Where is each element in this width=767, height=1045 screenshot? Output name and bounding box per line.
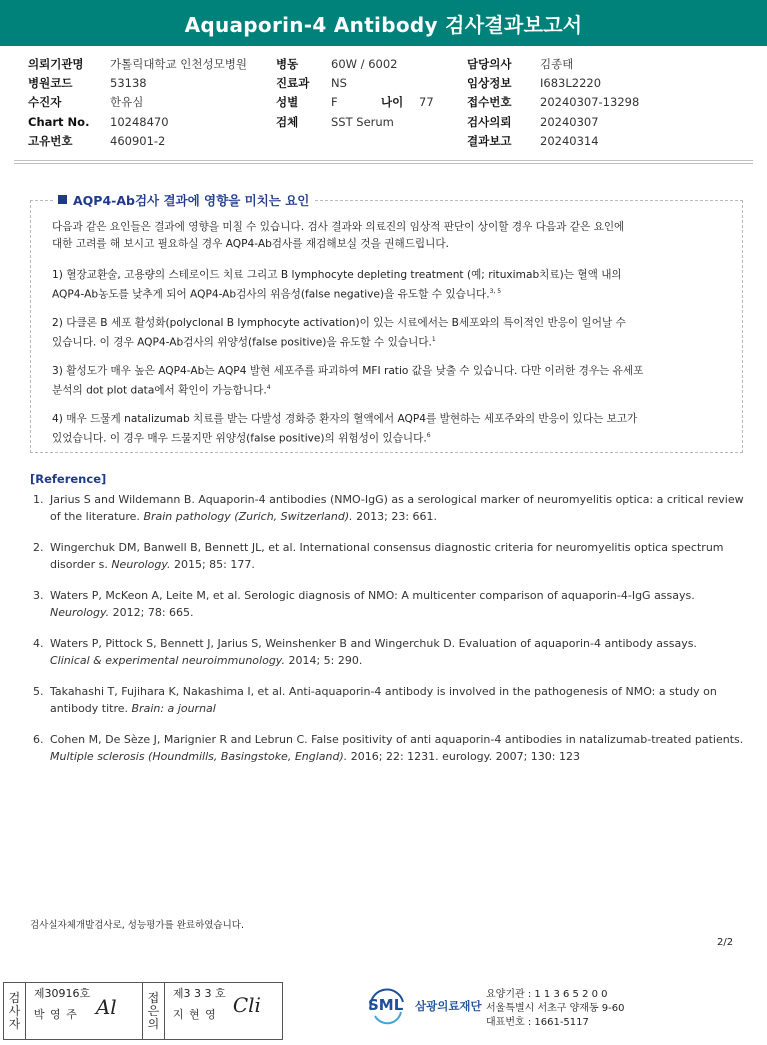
label-ward: 병동 <box>276 57 299 71</box>
label-patient: 수진자 <box>28 95 62 110</box>
value-requesting-institution: 가톨릭대학교 인천성모병원 <box>110 57 247 71</box>
label-age: 나이 <box>381 95 404 110</box>
factor-line: AQP4-Ab농도를 낮추게 되어 AQP4-Ab검사의 위음성(false negative)을 유도할 수 있습니다. <box>52 288 490 301</box>
factor-line: 4) 매우 드물게 natalizumab 치료를 받는 다발성 경화증 환자의 혈액에서 AQP4를 발현하는 세포주와의 반응이 있다는 보고가 <box>52 413 638 425</box>
tester-label-char: 사 <box>8 1003 21 1018</box>
label-department: 진료과 <box>276 76 310 91</box>
reference-text: disorder s. <box>50 557 108 571</box>
tester-name: 박 영 주 <box>33 1008 78 1021</box>
factor-item-1 <box>52 267 742 303</box>
reviewer-license: 제3 3 3 호 <box>172 987 226 1000</box>
label-requesting-institution: 의뢰기관명 <box>28 57 84 71</box>
value-hospital-code: 53138 <box>110 76 147 91</box>
tester-license: 제30916호 <box>33 987 91 1000</box>
reference-text: of the literature. <box>50 509 140 523</box>
reference-journal: Neurology. <box>111 557 171 571</box>
reference-item <box>33 540 745 573</box>
factors-intro-line: 다음과 같은 요인들은 결과에 영향을 미칠 수 있습니다. 검사 결과와 의료진의 임상적 판단이 상이할 경우 다음과 같은 요인에 <box>52 221 625 233</box>
reference-item <box>33 732 745 765</box>
institution-code: 요양기관 : 1 1 3 6 5 2 0 0 <box>486 989 608 1000</box>
factor-line: 1) 혈장교환술, 고용량의 스테로이드 치료 그리고 B lymphocyte depleting treatment (예; rituximab치료)는 혈액 내의 <box>52 269 622 281</box>
citation-superscript: 1 <box>431 335 436 343</box>
reference-text: Waters P, McKeon A, Leite M, et al. Serologic diagnosis of NMO: A multicenter comparison of aquaporin-4-IgG assays. <box>50 589 695 602</box>
label-sex: 성별 <box>276 95 299 110</box>
factors-intro <box>52 219 742 252</box>
factor-line: 있습니다. 이 경우 AQP4-Ab검사의 위양성(false positive)을 유도할 수 있습니다. <box>52 336 432 349</box>
reference-text: Wingerchuk DM, Banwell B, Bennett JL, et al. International consensus diagnostic criteria for neuromyelitis optica spectrum <box>50 541 724 554</box>
reference-journal: Brain: a journal <box>131 701 216 715</box>
citation-superscript: 4 <box>266 383 271 391</box>
reference-journal: Clinical & experimental neuroimmunology. <box>50 653 285 667</box>
reference-number: 3. <box>33 589 44 602</box>
validation-footnote: 검사실자체개발검사로, 성능평가를 완료하였습니다. <box>30 920 244 931</box>
value-age: 77 <box>419 95 434 110</box>
divider <box>14 160 753 161</box>
reference-text: Cohen M, De Sèze J, Marignier R and Lebrun C. False positivity of anti aquaporin-4 antibodies in natalizumab-treated patients. <box>50 733 744 746</box>
value-department: NS <box>331 76 347 91</box>
tester-label-char: 자 <box>8 1016 21 1031</box>
reference-citation: 2014; 5: 290. <box>288 653 363 667</box>
value-result-report: 20240314 <box>540 133 599 148</box>
reference-citation: 2013; 23: 661. <box>356 509 438 523</box>
report-title: Aquaporin-4 Antibody 검사결과보고서 <box>0 0 767 46</box>
tester-signature: Al <box>95 995 117 1019</box>
reference-item <box>33 492 745 525</box>
factor-line: 분석의 dot plot data에서 확인이 가능합니다. <box>52 384 267 397</box>
lab-phone: 대표번호 : 1661-5117 <box>486 1017 589 1028</box>
value-chart-no: 10248470 <box>110 114 169 129</box>
label-specimen: 검체 <box>276 114 299 129</box>
lab-address: 서울특별시 서초구 양재동 9-60 <box>486 1003 625 1014</box>
reference-journal: Brain pathology (Zurich, Switzerland). <box>143 509 353 523</box>
label-hospital-code: 병원코드 <box>28 76 73 91</box>
reviewer-signature: Cli <box>232 993 261 1017</box>
reviewer-info <box>165 983 282 1039</box>
sml-logo-icon <box>367 986 407 1026</box>
lab-logo <box>367 986 482 1026</box>
reference-number: 2. <box>33 541 44 554</box>
reference-item <box>33 588 745 621</box>
tester-label <box>4 983 26 1039</box>
reference-item <box>33 684 745 717</box>
lab-contact <box>486 988 625 1030</box>
sml-logo-text: SML <box>368 996 404 1014</box>
factor-line: 2) 다클론 B 세포 활성화(polyclonal B lymphocyte activation)이 있는 시료에서는 B세포와의 특이적인 반응이 일어날 수 <box>52 317 626 329</box>
signature-table <box>3 982 283 1040</box>
label-test-request: 검사의뢰 <box>467 114 512 129</box>
info-column-1 <box>28 55 247 151</box>
reference-citation: 2012; 78: 665. <box>112 605 194 619</box>
factors-heading-text: AQP4-Ab검사 결과에 영향을 미치는 요인 <box>73 193 310 208</box>
citation-superscript: 3, 5 <box>489 287 502 295</box>
value-sex: F <box>331 95 338 110</box>
reference-number: 5. <box>33 685 44 698</box>
reference-citation: 2016; 22: 1231. eurology. 2007; 130: 123 <box>350 749 580 763</box>
factor-item-4 <box>52 411 742 447</box>
factor-item-2 <box>52 315 742 351</box>
divider <box>14 163 753 164</box>
value-test-request: 20240307 <box>540 114 599 129</box>
lab-name: 삼광의료재단 <box>415 999 482 1013</box>
factor-line: 3) 활성도가 매우 높은 AQP4-Ab는 AQP4 발현 세포주를 파괴하여 MFI ratio 값을 낮출 수 있습니다. 다만 이러한 경우는 유세포 <box>52 365 644 377</box>
reference-item <box>33 636 745 669</box>
reference-text: Jarius S and Wildemann B. Aquaporin-4 antibodies (NMO-IgG) as a serological marker of neuromyelitis optica: a critical review <box>50 493 744 506</box>
tester-info <box>26 983 143 1039</box>
reference-text: antibody titre. <box>50 701 129 715</box>
label-chart-no: Chart No. <box>28 114 90 129</box>
reference-number: 6. <box>33 733 44 746</box>
reviewer-label-char: 의 <box>147 1016 160 1031</box>
reference-number: 1. <box>33 493 44 506</box>
label-physician: 담당의사 <box>467 57 512 71</box>
reference-text: Takahashi T, Fujihara K, Nakashima I, et al. Anti-aquaporin-4 antibody is involved in the pathogenesis of NMO: a study on <box>50 685 717 698</box>
label-clinical-info: 임상정보 <box>467 76 512 91</box>
factor-item-3 <box>52 363 742 399</box>
value-physician: 김종태 <box>540 57 574 71</box>
reference-citation: 2015; 85: 177. <box>173 557 255 571</box>
reference-text: Waters P, Pittock S, Bennett J, Jarius S, Weinshenker B and Wingerchuk D. Evaluation of aquaporin-4 antibody assays. <box>50 637 697 650</box>
value-unique-id: 460901-2 <box>110 133 166 148</box>
citation-superscript: 6 <box>426 431 431 439</box>
info-column-2 <box>276 55 434 132</box>
reference-heading: [Reference] <box>30 472 107 486</box>
factor-line: 있었습니다. 이 경우 매우 드물지만 위양성(false positive)의 위험성이 있습니다. <box>52 432 427 445</box>
reviewer-label-char: 접 <box>147 990 160 1005</box>
page-number: 2/2 <box>717 937 734 948</box>
reference-journal: Neurology. <box>50 605 110 619</box>
reference-number: 4. <box>33 637 44 650</box>
value-patient: 한유심 <box>110 95 144 110</box>
reviewer-label-char: 은 <box>147 1003 160 1018</box>
value-specimen: SST Serum <box>331 114 394 129</box>
label-result-report: 결과보고 <box>467 133 512 148</box>
reviewer-name: 지 현 영 <box>172 1008 217 1021</box>
value-clinical-info: I683L2220 <box>540 76 602 91</box>
tester-label-char: 검 <box>8 990 21 1005</box>
label-unique-id: 고유번호 <box>28 133 73 148</box>
square-bullet-icon <box>58 195 67 204</box>
factors-heading <box>54 191 315 209</box>
value-receipt-no: 20240307-13298 <box>540 95 640 110</box>
factors-intro-line: 대한 고려를 해 보시고 필요하실 경우 AQP4-Ab검사를 재검해보실 것을 권해드립니다. <box>52 237 450 250</box>
label-receipt-no: 접수번호 <box>467 95 512 110</box>
info-column-3 <box>467 55 639 151</box>
reference-journal: Multiple sclerosis (Houndmills, Basingstoke, England). <box>50 749 348 763</box>
reviewer-label <box>143 983 165 1039</box>
value-ward: 60W / 6002 <box>331 57 398 71</box>
